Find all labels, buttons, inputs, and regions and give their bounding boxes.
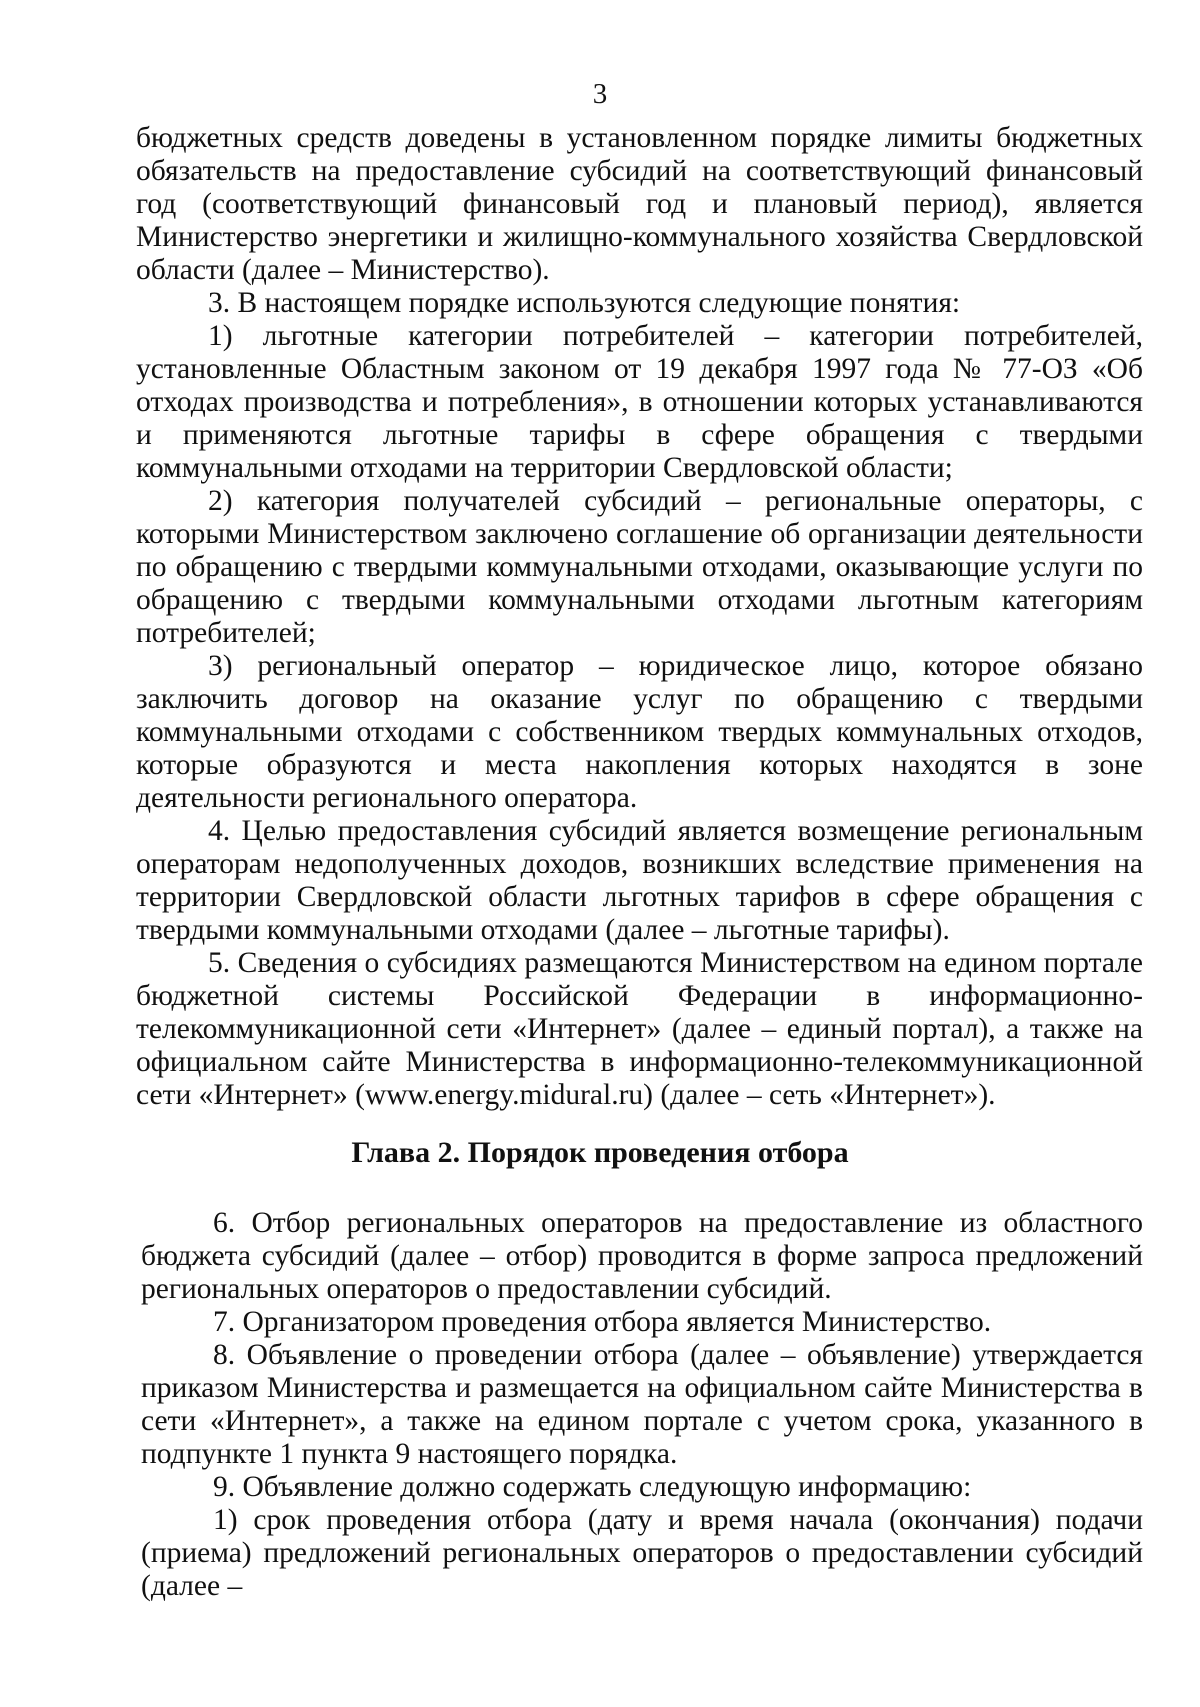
paragraph-item-6: 6. Отбор региональных операторов на предоставление из областного бюджета субсидий (далее – отбор) проводится в форме запроса предложений региональных операторов о предоставлении субсидий. <box>141 1207 1143 1305</box>
paragraph-item-9: 9. Объявление должно содержать следующую информацию: <box>213 1471 972 1503</box>
paragraph-item-5: 5. Сведения о субсидиях размещаются Министерством на едином портале бюджетной системы Российской Федерации в информационно-телекоммуникационной сети «Интернет» (далее – единый портал), а также на официальном сайте Министерства в информационно-телекоммуникационной сети «Интернет» (www.energy.midural.ru) (далее – сеть «Интернет»). <box>136 947 1143 1111</box>
section-2-body <box>141 1207 1143 1603</box>
paragraph-item-4: 4. Целью предоставления субсидий является возмещение региональным операторам недополученных доходов, возникших вследствие применения на территории Свердловской области льготных тарифов в сфере обращения с твердыми коммунальными отходами (далее – льготные тарифы). <box>136 815 1143 946</box>
paragraph-subitem-3-2: 2) категория получателей субсидий – региональные операторы, с которыми Министерством заключено соглашение об организации деятельности по обращению с твердыми коммунальными отходами, оказывающие услуги по обращению с твердыми коммунальными отходами льготным категориям потребителей; <box>136 485 1143 649</box>
section-1-body <box>136 122 1143 1112</box>
paragraph-item-8: 8. Объявление о проведении отбора (далее – объявление) утверждается приказом Министерства и размещается на официальном сайте Министерства в сети «Интернет», а также на едином портале с учетом срока, указанного в подпункте 1 пункта 9 настоящего порядка. <box>141 1339 1143 1470</box>
paragraph-item-3: 3. В настоящем порядке используются следующие понятия: <box>208 287 961 319</box>
paragraph-item-7: 7. Организатором проведения отбора является Министерство. <box>213 1306 992 1338</box>
page-number: 3 <box>592 78 608 110</box>
paragraph-subitem-3-1: 1) льготные категории потребителей – категории потребителей, установленные Областным законом от 19 декабря 1997 года № 77-ОЗ «Об отходах производства и потребления», в отношении которых устанавливаются и применяются льготные тарифы в сфере обращения с твердыми коммунальными отходами на территории Свердловской области; <box>136 320 1143 484</box>
chapter-heading: Глава 2. Порядок проведения отбора <box>351 1136 849 1169</box>
paragraph-continuation: бюджетных средств доведены в установленном порядке лимиты бюджетных обязательств на предоставление субсидий на соответствующий финансовый год (соответствующий финансовый год и плановый период), является Министерство энергетики и жилищно-коммунального хозяйства Свердловской области (далее – Министерство). <box>136 122 1143 286</box>
paragraph-subitem-3-3: 3) региональный оператор – юридическое лицо, которое обязано заключить договор на оказание услуг по обращению с твердыми коммунальными отходами с собственником твердых коммунальных отходов, которые образуются и места накопления которых находятся в зоне деятельности регионального оператора. <box>136 650 1143 814</box>
paragraph-subitem-9-1: 1) срок проведения отбора (дату и время начала (окончания) подачи (приема) предложений региональных операторов о предоставлении субсидий (далее – <box>141 1504 1143 1602</box>
